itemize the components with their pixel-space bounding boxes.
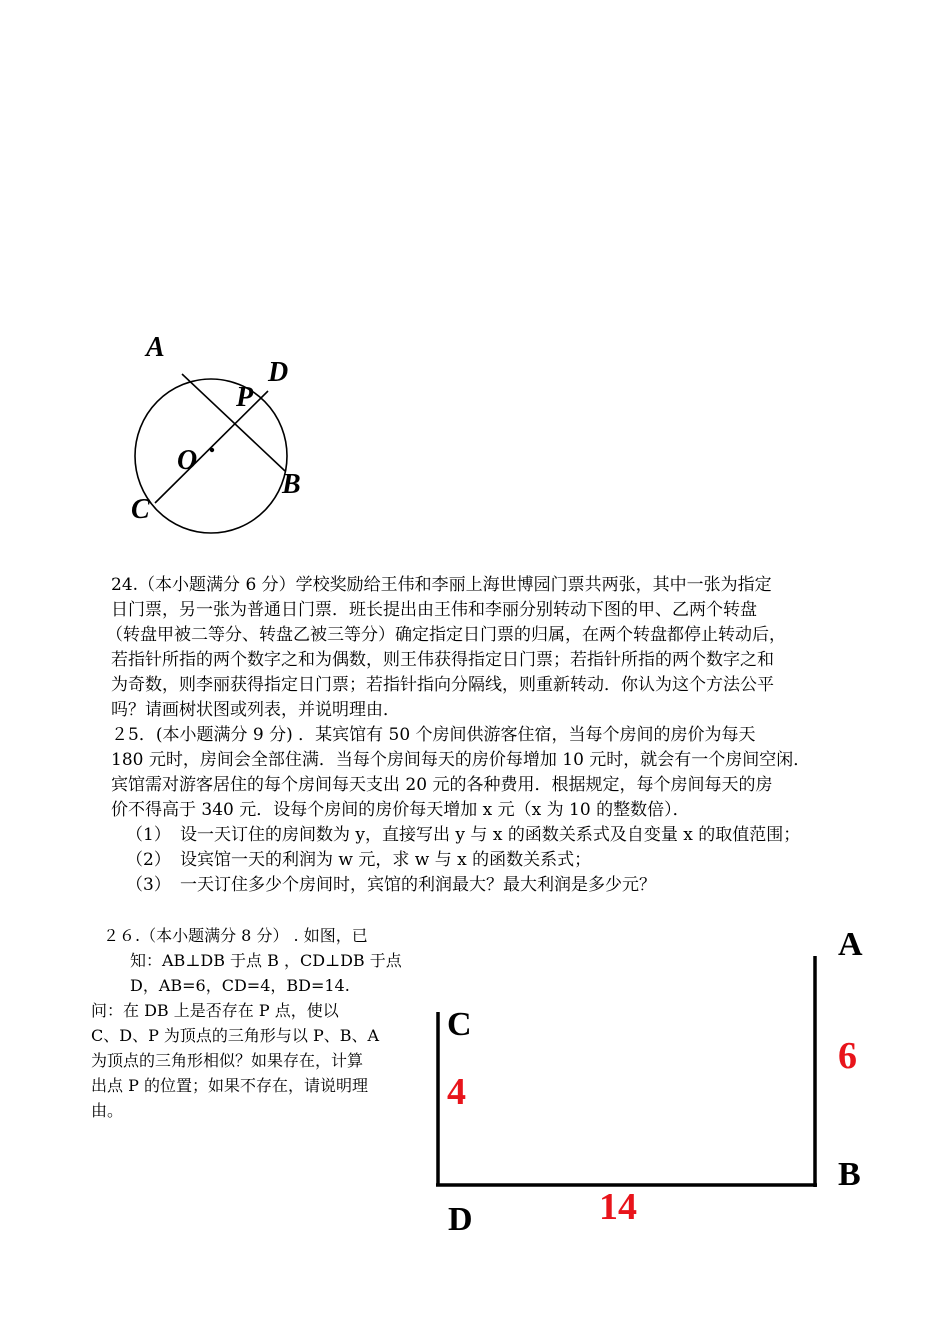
rect-label-d: D (448, 1201, 473, 1238)
q24-line: 若指针所指的两个数字之和为偶数，则王伟获得指定日门票；若指针所指的两个数字之和 (111, 650, 774, 670)
q24-line: 日门票，另一张为普通日门票．班长提出由王伟和李丽分别转动下图的甲、乙两个转盘 (111, 600, 757, 620)
q26-line: 为顶点的三角形相似？如果存在，计算 (91, 1051, 364, 1070)
rect-label-a: A (838, 926, 863, 963)
q26-line: 出点 P 的位置；如果不存在，请说明理 (91, 1076, 368, 1095)
q24-line: 为奇数，则李丽获得指定日门票；若指针指向分隔线，则重新转动．你认为这个方法公平 (111, 675, 774, 695)
q25-line: 宾馆需对游客居住的每个房间每天支出 20 元的各种费用．根据规定，每个房间每天的房 (111, 775, 773, 795)
q26-line: C、D、P 为顶点的三角形与以 P、B、A (91, 1026, 380, 1045)
label-p: P (236, 382, 254, 413)
q24-line: 24.（本小题满分 6 分）学校奖励给王伟和李丽上海世博园门票共两张，其中一张为指定 (111, 575, 772, 595)
q25-sub-text: 设一天订住的房间数为 y，直接写出 y 与 x 的函数关系式及自变量 x 的取值范围； (180, 825, 801, 845)
q24-line: 吗？请画树状图或列表，并说明理由． (111, 700, 400, 720)
q26-line: D，AB=6，CD=4，BD=14. (130, 976, 350, 995)
rect-label-c: C (447, 1006, 472, 1043)
length-cd: 4 (447, 1071, 466, 1113)
q26-line: ２６.（本小题满分 8 分） . 如图，已 (103, 926, 368, 945)
length-ab: 6 (838, 1035, 857, 1077)
q25-line: 180 元时，房间会全部住满．当每个房间每天的房价每增加 10 元时，就会有一个房间空闲． (111, 750, 811, 770)
q25-sub-text: 设宾馆一天的利润为 w 元，求 w 与 x 的函数关系式； (180, 850, 592, 870)
q25-sub-num: （3） (126, 875, 171, 895)
label-d: D (268, 357, 289, 388)
label-o: O (177, 445, 198, 476)
label-c: C (131, 494, 150, 525)
q26-line: 由。 (91, 1101, 124, 1120)
q25-line: 价不得高于 340 元．设每个房间的房价每天增加 x 元（x 为 10 的整数倍）． (111, 800, 690, 820)
q25-sub-num: （1） (126, 825, 171, 845)
rect-label-b: B (838, 1156, 861, 1193)
label-b: B (282, 469, 301, 500)
q26-line: 问：在 DB 上是否存在 P 点，使以 (91, 1001, 339, 1020)
q25-sub-text: 一天订住多少个房间时，宾馆的利润最大？最大利润是多少元？ (180, 875, 656, 895)
q25-line: ２5．(本小题满分 9 分) ．某宾馆有 50 个房间供游客住宿，当每个房间的房价为每天 (111, 725, 756, 745)
label-a: A (146, 332, 165, 363)
q26-line: 知：AB⊥DB 于点 B ，CD⊥DB 于点 (130, 951, 402, 970)
q24-line: （转盘甲被二等分、转盘乙被三等分）确定指定日门票的归属，在两个转盘都停止转动后， (106, 625, 786, 645)
length-db: 14 (599, 1186, 637, 1228)
q25-sub-num: （2） (126, 850, 171, 870)
